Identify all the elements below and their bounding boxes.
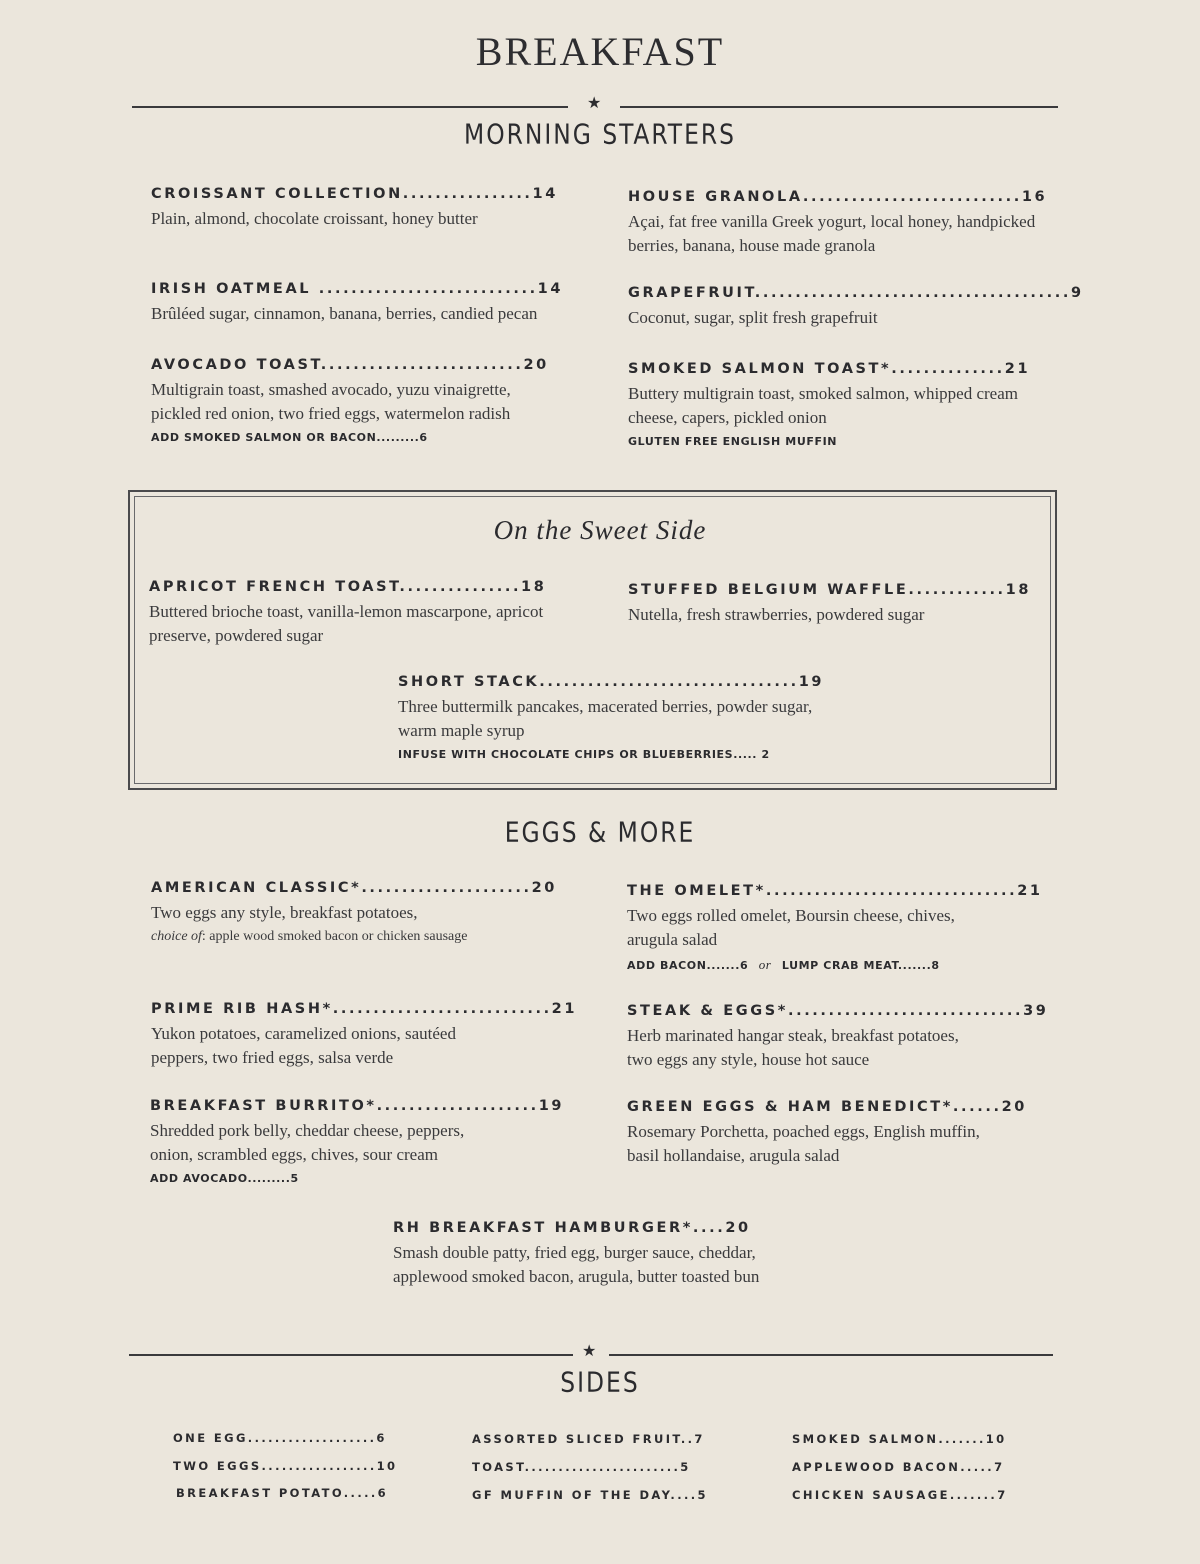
menu-item	[151, 357, 551, 444]
menu-title: BREAKFAST	[475, 29, 725, 74]
item-description: Multigrain toast, smashed avocado, yuzu vinaigrette, pickled red onion, two fried eggs, watermelon radish	[151, 380, 511, 423]
add-on-bacon: ADD BACON.......6	[627, 959, 749, 972]
item-description: Three buttermilk pancakes, macerated berries, powder sugar, warm maple syrup	[398, 697, 813, 740]
side-item: ONE EGG...................6	[173, 1431, 387, 1445]
item-description: Buttery multigrain toast, smoked salmon, whipped cream cheese, capers, pickled onion	[628, 384, 1018, 427]
item-description: Açai, fat free vanilla Greek yogurt, local honey, handpicked berries, banana, house made granola	[628, 212, 1036, 255]
menu-item	[151, 186, 571, 231]
item-add-on: ADD SMOKED SALMON OR BACON.........6	[151, 431, 428, 444]
item-name: STUFFED BELGIUM WAFFLE............18	[628, 582, 1032, 598]
item-name: HOUSE GRANOLA...........................16	[628, 189, 1048, 205]
item-description: Herb marinated hangar steak, breakfast potatoes, two eggs any style, house hot sauce	[627, 1026, 959, 1069]
item-name: APRICOT FRENCH TOAST...............18	[149, 579, 547, 595]
item-add-on	[627, 957, 1047, 973]
menu-item	[628, 189, 1048, 257]
menu-item	[628, 285, 1084, 330]
item-description: Buttered brioche toast, vanilla-lemon mascarpone, apricot preserve, powdered sugar	[149, 602, 544, 645]
item-description: Nutella, fresh strawberries, powdered sugar	[628, 605, 925, 624]
menu-item	[151, 880, 571, 948]
item-name: AVOCADO TOAST.........................20	[151, 357, 549, 373]
menu-item	[627, 1099, 1047, 1167]
item-description: Coconut, sugar, split fresh grapefruit	[628, 308, 878, 327]
side-item: SMOKED SALMON.......10	[792, 1432, 1007, 1446]
item-add-on: ADD AVOCADO.........5	[150, 1172, 299, 1185]
item-name: AMERICAN CLASSIC*.....................20	[151, 880, 557, 896]
item-description: Two eggs rolled omelet, Boursin cheese, chives, arugula salad	[627, 906, 955, 949]
side-item: TOAST.......................5	[472, 1460, 691, 1474]
star-icon: ★	[582, 1341, 597, 1360]
section-heading-sweet-side: On the Sweet Side	[493, 515, 707, 545]
item-description: Smash double patty, fried egg, burger sauce, cheddar, applewood smoked bacon, arugula, butter toasted bun	[393, 1243, 760, 1286]
item-name: STEAK & EGGS*.............................39	[627, 1003, 1049, 1019]
item-name: THE OMELET*...............................21	[627, 883, 1043, 899]
side-item: TWO EGGS.................10	[173, 1459, 398, 1473]
side-item: BREAKFAST POTATO.....6	[176, 1486, 389, 1500]
item-name: SMOKED SALMON TOAST*..............21	[628, 361, 1031, 377]
section-divider	[129, 1341, 1053, 1364]
item-name: BREAKFAST BURRITO*....................19	[150, 1098, 565, 1114]
menu-item	[151, 281, 571, 326]
section-heading-eggs-more: EGGS & MORE	[504, 817, 696, 849]
item-description: Two eggs any style, breakfast potatoes,	[151, 903, 418, 922]
menu-item	[627, 1003, 1047, 1071]
item-description: Shredded pork belly, cheddar cheese, peppers, onion, scrambled eggs, chives, sour cream	[150, 1121, 465, 1164]
item-name: CROISSANT COLLECTION................14	[151, 186, 558, 202]
section-heading-sides: SIDES	[560, 1367, 640, 1399]
item-name: PRIME RIB HASH*...........................21	[151, 1001, 578, 1017]
side-item: APPLEWOOD BACON.....7	[792, 1460, 1005, 1474]
menu-item	[149, 579, 569, 647]
item-name: IRISH OATMEAL ...........................14	[151, 281, 564, 297]
section-heading-morning-starters: MORNING STARTERS	[464, 119, 736, 151]
side-item: CHICKEN SAUSAGE.......7	[792, 1488, 1008, 1502]
side-item: ASSORTED SLICED FRUIT..7	[472, 1432, 705, 1446]
item-description: Yukon potatoes, caramelized onions, sautéed peppers, two fried eggs, salsa verde	[151, 1024, 456, 1067]
add-on-or: or	[758, 957, 772, 972]
item-add-on: GLUTEN FREE ENGLISH MUFFIN	[628, 435, 838, 448]
item-name: RH BREAKFAST HAMBURGER*....20	[393, 1220, 751, 1236]
item-description: Plain, almond, chocolate croissant, honey butter	[151, 209, 478, 228]
menu-item	[628, 361, 1031, 448]
menu-item	[627, 883, 1047, 973]
section-divider	[132, 93, 1058, 116]
menu-item	[151, 1001, 578, 1069]
item-name: GREEN EGGS & HAM BENEDICT*......20	[627, 1099, 1027, 1115]
item-choice	[151, 925, 571, 949]
item-add-on: INFUSE WITH CHOCOLATE CHIPS OR BLUEBERRIES..... 2	[398, 748, 770, 761]
add-on-crab: LUMP CRAB MEAT.......8	[781, 959, 940, 972]
choice-label: choice of	[151, 928, 202, 944]
choice-text: : apple wood smoked bacon or chicken sausage	[201, 928, 468, 944]
item-name: SHORT STACK................................19	[398, 674, 825, 690]
item-name: GRAPEFRUIT.......................................9	[628, 285, 1084, 301]
item-description: Rosemary Porchetta, poached eggs, English muffin, basil hollandaise, arugula salad	[627, 1122, 980, 1165]
star-icon: ★	[587, 93, 602, 112]
menu-item	[628, 582, 1048, 627]
item-description: Brûléed sugar, cinnamon, banana, berries, candied pecan	[151, 304, 538, 323]
menu-item	[393, 1220, 813, 1288]
menu-item	[398, 674, 825, 761]
side-item: GF MUFFIN OF THE DAY....5	[472, 1488, 708, 1502]
menu-item	[150, 1098, 570, 1185]
